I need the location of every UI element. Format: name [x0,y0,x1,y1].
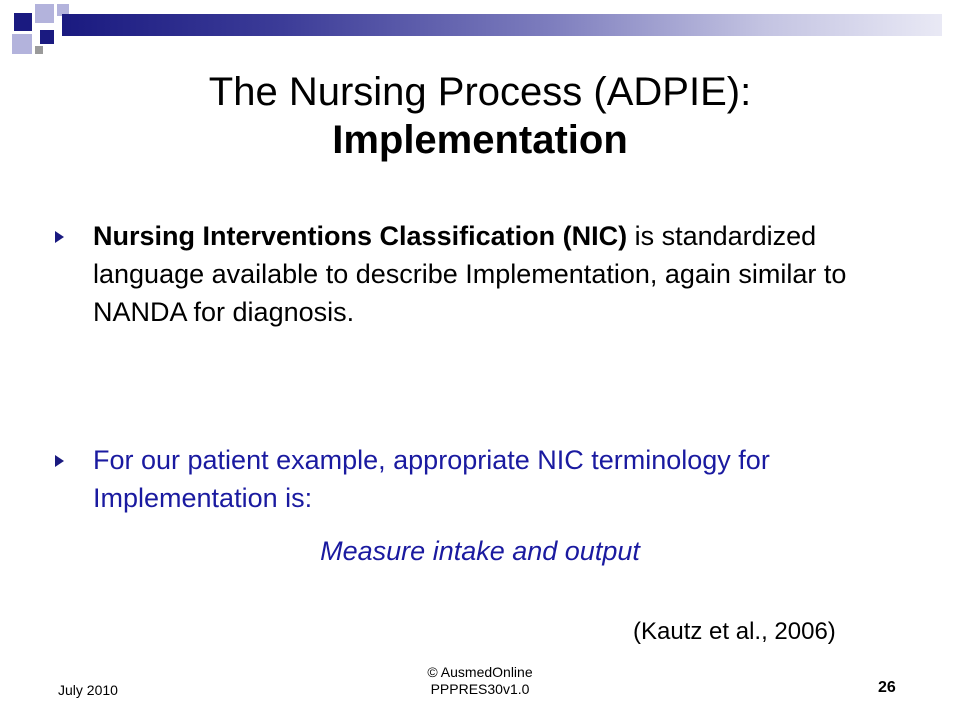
footer-copyright-block [375,664,585,698]
title-line-1: The Nursing Process (ADPIE): [208,70,752,114]
deco-square [40,30,54,44]
deco-square [35,46,43,54]
bullet-arrow-icon [55,455,64,467]
bullet-nic-definition [55,217,885,331]
title-line-2: Implementation [332,118,628,162]
citation: (Kautz et al., 2006) [633,618,836,645]
header-gradient-bar [62,14,942,36]
page-number: 26 [878,679,896,696]
deco-square [12,34,32,54]
patient-example-text: For our patient example, appropriate NIC terminology for Implementation is: [93,445,770,513]
nic-term: Nursing Interventions Classification (NIC) [93,221,628,251]
nic-intervention: Measure intake and output [320,536,640,566]
deco-square [14,13,32,31]
slide-title [0,68,960,164]
bullet-patient-example [55,441,885,517]
footer-date: July 2010 [58,682,118,698]
bullet-arrow-icon [55,231,64,243]
deco-square [35,4,54,23]
footer-copyright: © AusmedOnline [427,664,533,680]
footer-code: PPPRES30v1.0 [430,681,530,697]
nic-description: is standardized language available to describe Implementation, again similar to NANDA for diagnosis. [93,221,847,327]
